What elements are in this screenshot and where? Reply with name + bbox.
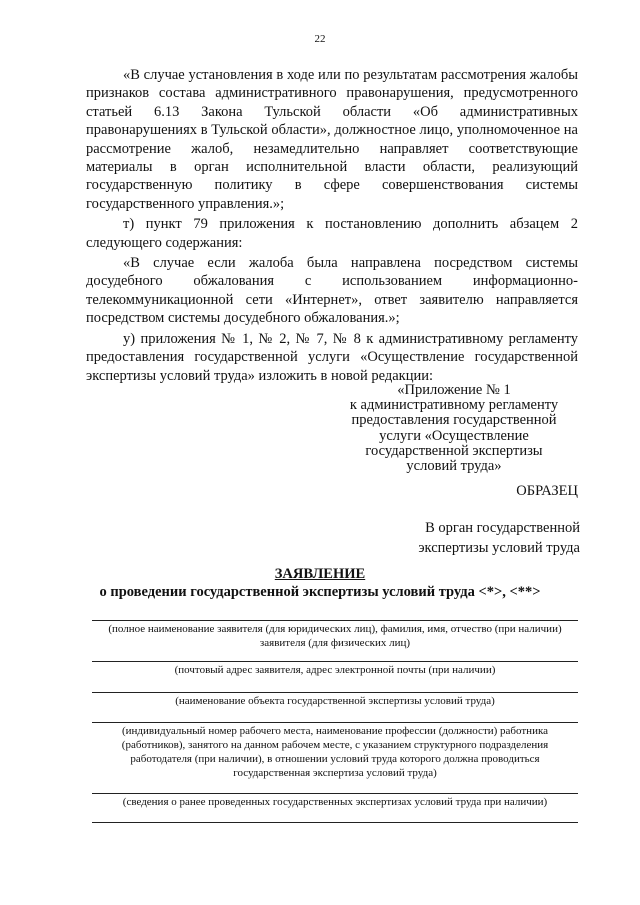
body-text: [86, 66, 578, 385]
addressee-line: экспертизы условий труда: [418, 540, 580, 556]
postal-address-field[interactable]: [92, 661, 578, 662]
appendix-header: [330, 383, 578, 474]
expertise-object-field[interactable]: [92, 692, 578, 693]
paragraph-item-u: у) приложения № 1, № 2, № 7, № 8 к административному регламенту предоставления государственной услуги «Осуществление государственной экспертизы условий труда» изложить в новой редакции:: [86, 330, 578, 384]
paragraph-item-t: т) пункт 79 приложения к постановлению дополнить абзацем 2 следующего содержания:: [86, 216, 578, 251]
appendix-line: условий труда»: [406, 458, 502, 475]
previous-expertise-field[interactable]: [92, 793, 578, 794]
appendix-line: предоставления государственной: [351, 412, 557, 429]
extra-input-line[interactable]: [92, 822, 578, 823]
addressee-block: [418, 518, 580, 558]
applicant-name-field[interactable]: [92, 620, 578, 621]
expertise-object-hint: (наименование объекта государственной экспертизы условий труда): [175, 695, 495, 707]
sample-label: ОБРАЗЕЦ: [516, 483, 578, 499]
document-title: ЗАЯВЛЕНИЕ: [274, 566, 366, 582]
document-subtitle: о проведении государственной экспертизы условий труда <*>, <**>: [99, 584, 541, 600]
paragraph-complaint-violation: «В случае установления в ходе или по результатам рассмотрения жалобы признаков состава административного правонарушения, предусмотренного статьей 6.13 Закона Тульской области «Об административных правонарушениях в Тульской области», должностное лицо, уполномоченное на рассмотрение жалоб, незамедлительно направляет соответствующие материалы в орган исполнительной власти области, реализующий государственную политику в сфере совершенствования системы государственного управления.»;: [86, 67, 578, 212]
workplace-number-hint: (индивидуальный номер рабочего места, наименование профессии (должности) работника (работников), занятого на данном рабочем месте, с указанием структурного подразделения работодателя (при наличии), в отношении условий труда которого должна проводиться государственная экспертиза условий труда): [121, 725, 549, 779]
appendix-line: «Приложение № 1: [397, 382, 511, 398]
previous-expertise-hint: (сведения о ранее проведенных государственных экспертизах условий труда при наличии): [122, 796, 548, 808]
paragraph-online-complaint: «В случае если жалоба была направлена посредством системы досудебного обжалования с использованием информационно-телекоммуникационной сети «Интернет», ответ заявителю направляется посредством системы досудебного обжалования.»;: [86, 255, 578, 327]
page-number: 22: [314, 33, 326, 45]
applicant-name-hint: (полное наименование заявителя (для юридических лиц), фамилия, имя, отчество (при наличии) заявителя (для физических лиц): [108, 623, 562, 649]
appendix-line: услуги «Осуществление: [379, 427, 529, 444]
addressee-line: В орган государственной: [425, 520, 580, 536]
workplace-number-field[interactable]: [92, 722, 578, 723]
appendix-line: государственной экспертизы: [365, 442, 543, 459]
postal-address-hint: (почтовый адрес заявителя, адрес электронной почты (при наличии): [174, 664, 496, 676]
appendix-line: к административному регламенту: [349, 397, 559, 414]
